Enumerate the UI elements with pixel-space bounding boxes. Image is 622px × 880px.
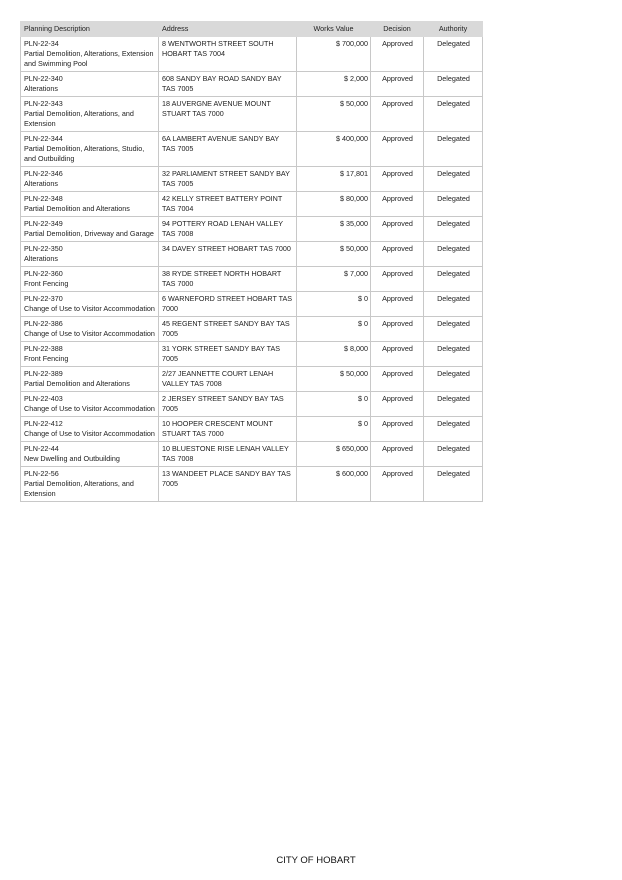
description-cell	[21, 267, 159, 292]
application-description: Partial Demolition, Alterations, Studio, and Outbuilding	[24, 144, 145, 163]
table-row	[21, 267, 483, 292]
works-value-cell: $ 650,000	[297, 442, 371, 467]
table-row	[21, 367, 483, 392]
works-value-cell: $ 0	[297, 317, 371, 342]
works-value-cell: $ 50,000	[297, 367, 371, 392]
authority-cell: Delegated	[424, 132, 483, 167]
decision-cell: Approved	[371, 37, 424, 72]
authority-cell: Delegated	[424, 192, 483, 217]
description-cell	[21, 167, 159, 192]
authority-cell: Delegated	[424, 367, 483, 392]
application-code: PLN-22-44	[24, 444, 59, 453]
decision-cell: Approved	[371, 467, 424, 502]
address-cell: 94 POTTERY ROAD LENAH VALLEY TAS 7008	[159, 217, 297, 242]
table-row	[21, 317, 483, 342]
application-description: Alterations	[24, 179, 58, 188]
works-value-cell: $ 17,801	[297, 167, 371, 192]
address-cell: 13 WANDEET PLACE SANDY BAY TAS 7005	[159, 467, 297, 502]
authority-cell: Delegated	[424, 37, 483, 72]
table-row	[21, 292, 483, 317]
works-value-cell: $ 0	[297, 417, 371, 442]
decision-cell: Approved	[371, 367, 424, 392]
application-description: Alterations	[24, 84, 58, 93]
decision-cell: Approved	[371, 217, 424, 242]
address-cell: 34 DAVEY STREET HOBART TAS 7000	[159, 242, 297, 267]
authority-cell: Delegated	[424, 72, 483, 97]
decision-cell: Approved	[371, 392, 424, 417]
description-cell	[21, 342, 159, 367]
address-cell: 6 WARNEFORD STREET HOBART TAS 7000	[159, 292, 297, 317]
description-cell	[21, 97, 159, 132]
table-row	[21, 72, 483, 97]
address-cell: 10 HOOPER CRESCENT MOUNT STUART TAS 7000	[159, 417, 297, 442]
table-row	[21, 132, 483, 167]
application-description: Partial Demolition, Alterations, and Extension	[24, 109, 134, 128]
works-value-cell: $ 35,000	[297, 217, 371, 242]
application-description: Partial Demolition and Alterations	[24, 204, 130, 213]
address-cell: 18 AUVERGNE AVENUE MOUNT STUART TAS 7000	[159, 97, 297, 132]
decision-cell: Approved	[371, 417, 424, 442]
application-description: Partial Demolition and Alterations	[24, 379, 130, 388]
address-cell: 8 WENTWORTH STREET SOUTH HOBART TAS 7004	[159, 37, 297, 72]
planning-applications-table	[20, 21, 483, 502]
column-header-description: Planning Description	[21, 22, 159, 37]
authority-cell: Delegated	[424, 342, 483, 367]
works-value-cell: $ 2,000	[297, 72, 371, 97]
column-header-address: Address	[159, 22, 297, 37]
table-row	[21, 417, 483, 442]
column-header-decision: Decision	[371, 22, 424, 37]
table-row	[21, 37, 483, 72]
description-cell	[21, 72, 159, 97]
application-description: Partial Demolition, Driveway and Garage	[24, 229, 154, 238]
address-cell: 6A LAMBERT AVENUE SANDY BAY TAS 7005	[159, 132, 297, 167]
authority-cell: Delegated	[424, 242, 483, 267]
table-header-row	[21, 22, 483, 37]
authority-cell: Delegated	[424, 292, 483, 317]
column-header-works-value: Works Value	[297, 22, 371, 37]
table-body	[21, 37, 483, 502]
application-code: PLN-22-348	[24, 194, 63, 203]
works-value-cell: $ 8,000	[297, 342, 371, 367]
authority-cell: Delegated	[424, 97, 483, 132]
works-value-cell: $ 400,000	[297, 132, 371, 167]
works-value-cell: $ 80,000	[297, 192, 371, 217]
authority-cell: Delegated	[424, 392, 483, 417]
decision-cell: Approved	[371, 342, 424, 367]
address-cell: 31 YORK STREET SANDY BAY TAS 7005	[159, 342, 297, 367]
address-cell: 45 REGENT STREET SANDY BAY TAS 7005	[159, 317, 297, 342]
authority-cell: Delegated	[424, 317, 483, 342]
application-description: Change of Use to Visitor Accommodation	[24, 329, 155, 338]
authority-cell: Delegated	[424, 467, 483, 502]
address-cell: 608 SANDY BAY ROAD SANDY BAY TAS 7005	[159, 72, 297, 97]
column-header-authority: Authority	[424, 22, 483, 37]
decision-cell: Approved	[371, 192, 424, 217]
decision-cell: Approved	[371, 72, 424, 97]
decision-cell: Approved	[371, 267, 424, 292]
table-row	[21, 97, 483, 132]
table-row	[21, 192, 483, 217]
works-value-cell: $ 0	[297, 392, 371, 417]
application-description: Change of Use to Visitor Accommodation	[24, 304, 155, 313]
description-cell	[21, 192, 159, 217]
address-cell: 10 BLUESTONE RISE LENAH VALLEY TAS 7008	[159, 442, 297, 467]
description-cell	[21, 217, 159, 242]
application-code: PLN-22-386	[24, 319, 63, 328]
decision-cell: Approved	[371, 317, 424, 342]
description-cell	[21, 132, 159, 167]
table-row	[21, 217, 483, 242]
application-code: PLN-22-343	[24, 99, 63, 108]
address-cell: 2 JERSEY STREET SANDY BAY TAS 7005	[159, 392, 297, 417]
decision-cell: Approved	[371, 242, 424, 267]
address-cell: 42 KELLY STREET BATTERY POINT TAS 7004	[159, 192, 297, 217]
application-code: PLN-22-350	[24, 244, 63, 253]
page-footer: CITY OF HOBART	[276, 855, 356, 866]
description-cell	[21, 37, 159, 72]
application-description: New Dwelling and Outbuilding	[24, 454, 120, 463]
description-cell	[21, 317, 159, 342]
table-row	[21, 167, 483, 192]
authority-cell: Delegated	[424, 217, 483, 242]
application-code: PLN-22-56	[24, 469, 59, 478]
application-description: Change of Use to Visitor Accommodation	[24, 429, 155, 438]
decision-cell: Approved	[371, 167, 424, 192]
application-code: PLN-22-412	[24, 419, 63, 428]
description-cell	[21, 417, 159, 442]
table-row	[21, 392, 483, 417]
description-cell	[21, 367, 159, 392]
application-description: Partial Demolition, Alterations, Extension and Swimming Pool	[24, 49, 154, 68]
table-row	[21, 467, 483, 502]
application-description: Front Fencing	[24, 279, 69, 288]
application-description: Change of Use to Visitor Accommodation	[24, 404, 155, 413]
table-row	[21, 342, 483, 367]
address-cell: 32 PARLIAMENT STREET SANDY BAY TAS 7005	[159, 167, 297, 192]
application-code: PLN-22-360	[24, 269, 63, 278]
application-code: PLN-22-340	[24, 74, 63, 83]
application-code: PLN-22-370	[24, 294, 63, 303]
address-cell: 38 RYDE STREET NORTH HOBART TAS 7000	[159, 267, 297, 292]
works-value-cell: $ 700,000	[297, 37, 371, 72]
application-code: PLN-22-403	[24, 394, 63, 403]
application-description: Partial Demolition, Alterations, and Extension	[24, 479, 134, 498]
application-code: PLN-22-34	[24, 39, 59, 48]
table-row	[21, 242, 483, 267]
works-value-cell: $ 50,000	[297, 97, 371, 132]
works-value-cell: $ 600,000	[297, 467, 371, 502]
application-code: PLN-22-346	[24, 169, 63, 178]
description-cell	[21, 467, 159, 502]
application-code: PLN-22-344	[24, 134, 63, 143]
authority-cell: Delegated	[424, 167, 483, 192]
application-description: Front Fencing	[24, 354, 69, 363]
table-row	[21, 442, 483, 467]
decision-cell: Approved	[371, 442, 424, 467]
decision-cell: Approved	[371, 292, 424, 317]
works-value-cell: $ 0	[297, 292, 371, 317]
works-value-cell: $ 7,000	[297, 267, 371, 292]
description-cell	[21, 392, 159, 417]
application-code: PLN-22-349	[24, 219, 63, 228]
description-cell	[21, 242, 159, 267]
decision-cell: Approved	[371, 97, 424, 132]
application-description: Alterations	[24, 254, 58, 263]
description-cell	[21, 292, 159, 317]
authority-cell: Delegated	[424, 417, 483, 442]
decision-cell: Approved	[371, 132, 424, 167]
authority-cell: Delegated	[424, 442, 483, 467]
authority-cell: Delegated	[424, 267, 483, 292]
application-code: PLN-22-389	[24, 369, 63, 378]
works-value-cell: $ 50,000	[297, 242, 371, 267]
address-cell: 2/27 JEANNETTE COURT LENAH VALLEY TAS 7008	[159, 367, 297, 392]
application-code: PLN-22-388	[24, 344, 63, 353]
description-cell	[21, 442, 159, 467]
